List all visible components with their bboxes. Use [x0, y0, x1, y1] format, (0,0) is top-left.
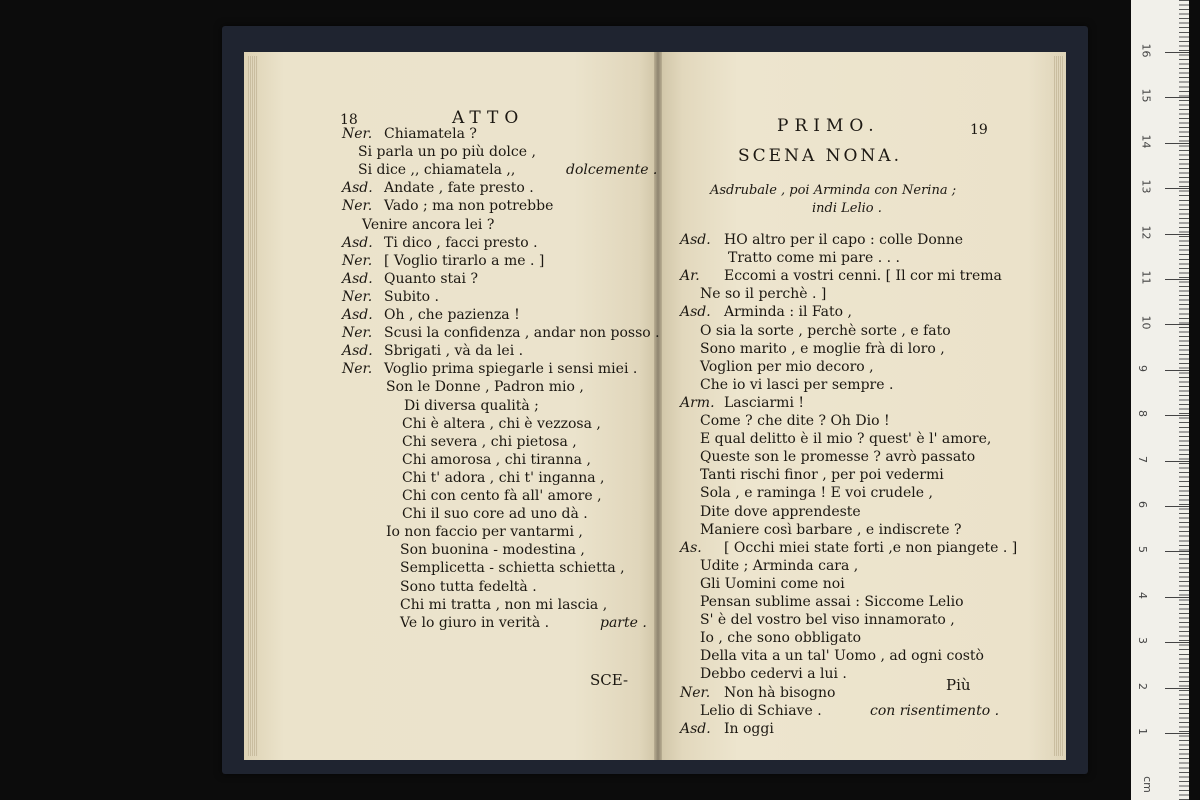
stage-direction: dolcemente . — [566, 162, 658, 179]
verse-line: Lasciarmi ! — [724, 394, 805, 411]
stage-direction: parte . — [600, 614, 647, 631]
verse-line: Andate , fate presto . — [384, 180, 534, 197]
ruler-number: 6 — [1136, 501, 1149, 508]
speaker-label: Ner. — [342, 198, 373, 215]
verse-line: Si dice ,, chiamatela ,, — [358, 162, 516, 179]
speaker-label: Ner. — [680, 684, 711, 701]
ruler-number: 12 — [1139, 225, 1153, 240]
speaker-label: Asd. — [342, 307, 373, 323]
scene-title: SCENA NONA. — [738, 146, 902, 166]
left-page-number: 18 — [340, 112, 358, 128]
verse-line: Io , che sono obbligato — [700, 630, 862, 647]
verse-line: Debbo cedervi a lui . — [700, 666, 847, 683]
verse-line: Chi con cento fà all' amore , — [402, 488, 602, 504]
right-page-number: 19 — [970, 122, 988, 138]
ruler-number: 3 — [1136, 637, 1149, 645]
verse-line: Chi il suo core ad uno dà . — [402, 506, 588, 523]
ruler-tick — [1165, 97, 1189, 98]
ruler-number: 14 — [1139, 134, 1153, 149]
verse-line: Maniere così barbare , e indiscrete ? — [700, 521, 962, 538]
speaker-label: Asd. — [342, 343, 373, 360]
ruler-number: 4 — [1136, 591, 1149, 599]
measuring-ruler — [1131, 0, 1189, 800]
verse-line: Eccomi a vostri cenni. [ Il cor mi trema — [724, 268, 1002, 285]
verse-line: HO altro per il capo : colle Donne — [724, 232, 964, 248]
speaker-label: Ar. — [680, 268, 700, 285]
verse-line: Pensan sublime assai : Siccome Lelio — [700, 594, 964, 610]
ruler-tick — [1165, 52, 1189, 53]
ruler-tick — [1165, 642, 1189, 643]
left-page-header: ATTO — [452, 108, 525, 128]
verse-line: Si parla un po più dolce , — [358, 144, 536, 161]
verse-line: Di diversa qualità ; — [404, 397, 539, 414]
verse-line: Udite ; Arminda cara , — [700, 557, 859, 574]
speaker-label: Asd. — [342, 270, 373, 287]
ruler-number: 10 — [1139, 315, 1153, 330]
speaker-label: Asd. — [680, 720, 711, 737]
verse-line: Chi severa , chi pietosa , — [402, 433, 577, 450]
verse-line: Non hà bisogno — [724, 684, 836, 701]
verse-line: In oggi — [724, 720, 774, 737]
ruler-tick — [1165, 506, 1189, 507]
ruler-tick — [1165, 324, 1189, 325]
stage-direction: con risentimento . — [870, 702, 1000, 719]
verse-line: Ne so il perchè . ] — [700, 286, 827, 303]
verse-line: Venire ancora lei ? — [362, 216, 495, 233]
verse-line: Tanti rischi finor , per poi vedermi — [700, 467, 944, 484]
scene-subtitle-1: Asdrubale , poi Arminda con Nerina ; — [710, 183, 957, 198]
verse-line: Chi mi tratta , non mi lascia , — [400, 596, 608, 613]
verse-line: Io non faccio per vantarmi , — [386, 524, 583, 541]
verse-line: Chiamatela ? — [384, 126, 477, 142]
right-page-header: PRIMO. — [777, 116, 880, 136]
ruler-number: 5 — [1136, 546, 1149, 554]
verse-line: Sbrigati , và da lei . — [384, 343, 524, 360]
right-catchword: Più — [946, 676, 971, 694]
speaker-label: Ner. — [342, 288, 373, 305]
speaker-label: As. — [680, 539, 702, 556]
ruler-tick — [1165, 279, 1189, 280]
verse-line: Sola , e raminga ! E voi crudele , — [700, 485, 933, 502]
ruler-number: 15 — [1139, 88, 1153, 103]
speaker-label: Ner. — [342, 325, 373, 342]
verse-line: Chi è altera , chi è vezzosa , — [402, 415, 601, 432]
ruler-number: 11 — [1139, 270, 1153, 285]
speaker-label: Asd. — [342, 234, 373, 251]
verse-line: Voglio prima spiegarle i sensi miei . — [384, 361, 638, 378]
verse-line: Quanto stai ? — [384, 270, 478, 287]
verse-line: Queste son le promesse ? avrò passato — [700, 449, 976, 466]
verse-line: S' è del vostro bel viso innamorato , — [700, 612, 955, 629]
verse-line: Ti dico , facci presto . — [384, 234, 538, 251]
speaker-label: Ner. — [342, 252, 373, 269]
left-catchword: SCE- — [590, 671, 629, 689]
verse-line: Chi t' adora , chi t' inganna , — [402, 469, 605, 486]
ruler-unit: cm — [1140, 776, 1154, 793]
verse-line: O sia la sorte , perchè sorte , e fato — [700, 322, 951, 339]
verse-line: Scusi la confidenza , andar non posso . — [384, 325, 660, 342]
ruler-tick — [1165, 188, 1189, 189]
verse-line: Tratto come mi pare . . . — [728, 250, 900, 267]
verse-line: Lelio di Schiave . — [700, 702, 822, 719]
verse-line: Dite dove apprendeste — [700, 503, 861, 520]
verse-line: [ Voglio tirarlo a me . ] — [384, 252, 545, 269]
book-gutter — [654, 52, 662, 760]
speaker-label: Ner. — [342, 126, 373, 142]
ruler-number: 8 — [1136, 410, 1149, 418]
verse-line: [ Occhi miei state forti ,e non piangete . ] — [724, 539, 1018, 556]
verse-line: Arminda : il Fato , — [724, 304, 852, 321]
verse-line: Subito . — [384, 288, 440, 305]
speaker-label: Asd. — [342, 180, 373, 197]
verse-line: Voglion per mio decoro , — [700, 358, 874, 375]
verse-line: Che io vi lasci per sempre . — [700, 376, 894, 393]
verse-line: Chi amorosa , chi tiranna , — [402, 451, 591, 468]
speaker-label: Ner. — [342, 361, 373, 378]
ruler-tick — [1165, 415, 1189, 416]
ruler-number: 2 — [1136, 682, 1149, 690]
speaker-label: Asd. — [680, 232, 711, 248]
verse-line: Sono tutta fedeltà . — [400, 578, 537, 595]
page-edges-left — [248, 56, 258, 756]
verse-line: Sono marito , e moglie frà di loro , — [700, 340, 945, 357]
ruler-tick — [1165, 597, 1189, 598]
ruler-number: 13 — [1139, 179, 1153, 194]
ruler-tick — [1165, 733, 1189, 734]
ruler-number: 9 — [1136, 364, 1149, 372]
speaker-label: Arm. — [680, 394, 715, 411]
verse-line: Della vita a un tal' Uomo , ad ogni costò — [700, 648, 984, 665]
ruler-tick — [1165, 688, 1189, 689]
verse-line: Son le Donne , Padron mio , — [386, 379, 584, 396]
ruler-tick — [1165, 461, 1189, 462]
speaker-label: Asd. — [680, 304, 711, 321]
verse-line: Son buonina - modestina , — [400, 542, 585, 559]
page-edges-right — [1054, 56, 1064, 756]
ruler-tick — [1165, 370, 1189, 371]
verse-line: Come ? che dite ? Oh Dio ! — [700, 413, 890, 429]
ruler-number: 7 — [1136, 455, 1149, 463]
ruler-number: 16 — [1139, 43, 1153, 58]
verse-line: Gli Uomini come noi — [700, 575, 845, 592]
ruler-number: 1 — [1136, 728, 1149, 735]
ruler-tick — [1165, 234, 1189, 235]
verse-line: Semplicetta - schietta schietta , — [400, 560, 625, 577]
scene-subtitle-2: indi Lelio . — [812, 201, 882, 216]
verse-line: Oh , che pazienza ! — [384, 307, 520, 323]
ruler-tick — [1165, 551, 1189, 552]
verse-line: Vado ; ma non potrebbe — [384, 198, 554, 215]
verse-line: E qual delitto è il mio ? quest' è l' amore, — [700, 431, 992, 448]
ruler-tick — [1165, 143, 1189, 144]
verse-line: Ve lo giuro in verità . — [400, 614, 550, 631]
